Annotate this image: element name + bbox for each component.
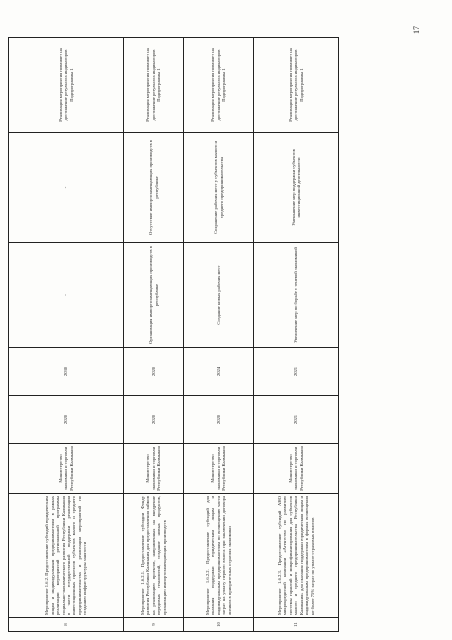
start-year: 2020 bbox=[9, 396, 124, 444]
non-implementation-consequences: Уменьшение мер поддержки субъектов инвестиционной деятельности bbox=[254, 133, 339, 243]
non-implementation-consequences: Отсутствие импортозамещающих производств в республике bbox=[124, 133, 184, 243]
non-implementation-consequences: - bbox=[9, 133, 124, 243]
row-number: 11 bbox=[254, 618, 339, 632]
row-number: 9 bbox=[124, 618, 184, 632]
activity-description: Мероприятие 1.6.2.3. Предоставление субсидий АНО микрокредитной компании «Агентство по развитию системы гарантий и микрофинансирования для субъектов малого и среднего предпринимательства Республики Калмыкия» для оказания поддержки юридическим лицам и индивидуальным предпринимателям в формах возмещения не более 75% затрат по уплате страховых взносов bbox=[254, 494, 339, 618]
expected-result: Создание новых рабочих мест bbox=[184, 243, 254, 348]
indicator-link: Реализация мероприятия повлияет на достижение результата индикаторов Подпрограммы 1 bbox=[9, 38, 124, 133]
indicator-link: Реализация мероприятия повлияет на достижение результата индикаторов Подпрограммы 1 bbox=[184, 38, 254, 133]
indicator-link: Реализация мероприятия повлияет на достижение результата индикаторов Подпрограммы 1 bbox=[254, 38, 339, 133]
start-year: 2020 bbox=[124, 396, 184, 444]
responsible-executor: Министерство экономики и торговли Республики Калмыкия bbox=[9, 444, 124, 494]
table-row bbox=[124, 38, 184, 632]
row-number: 10 bbox=[184, 618, 254, 632]
non-implementation-consequences: Сохранение рабочих мест у субъектов малого и среднего предпринимательства bbox=[184, 133, 254, 243]
table-row bbox=[184, 38, 254, 632]
expected-result: Увеличение мер по борьбе с теневой экономикой bbox=[254, 243, 339, 348]
end-year: 2020 bbox=[124, 348, 184, 396]
responsible-executor: Министерство экономики и торговли Республики Калмыкия bbox=[184, 444, 254, 494]
expected-result: - bbox=[9, 243, 124, 348]
start-year: 2020 bbox=[184, 396, 254, 444]
responsible-executor: Министерство экономики и торговли Республики Калмыкия bbox=[124, 444, 184, 494]
activity-description: Мероприятие 1.6.2. Предоставление субсидий юридическим лицам и индивидуальным предпринимателям в рамках реализации мероприятий региональной программы социально-экономического развития Республики Калмыкия в части государственной поддержки реализации инвестиционных проектов субъектов малого и среднего предпринимательства и реализации мероприятий по созданию инфраструктуры занятости bbox=[9, 494, 124, 618]
activity-description: Мероприятие 1.6.2.1. Предоставление субсидии Фонду развития Республики Калмыкия для предоставления займов на реализацию проектов, направленных на внедрение передовых технологий, создание новых продуктов, организацию импортозамещающих производств bbox=[124, 494, 184, 618]
responsible-executor: Министерство экономики и торговли Республики Калмыкия bbox=[254, 444, 339, 494]
table-row bbox=[9, 38, 124, 632]
start-year: 2021 bbox=[254, 396, 339, 444]
page-number: 17 bbox=[412, 26, 421, 34]
table-row bbox=[254, 38, 339, 632]
end-year: 2030 bbox=[9, 348, 124, 396]
program-activities-table bbox=[8, 37, 339, 632]
indicator-link: Реализация мероприятия повлияет на достижение результата индикаторов Подпрограммы 1 bbox=[124, 38, 184, 133]
end-year: 2021 bbox=[254, 348, 339, 396]
activity-description: Мероприятие 1.6.2.2. Предоставление субсидий для оказания поддержки юридическим лицам и индивидуальным предпринимателям по возмещению части затрат на уплату первого взноса при заключении договора лизинга в приоритетных отраслях экономики bbox=[184, 494, 254, 618]
end-year: 2024 bbox=[184, 348, 254, 396]
expected-result: Организация импортозамещающих производств в республике bbox=[124, 243, 184, 348]
row-number: 8 bbox=[9, 618, 124, 632]
